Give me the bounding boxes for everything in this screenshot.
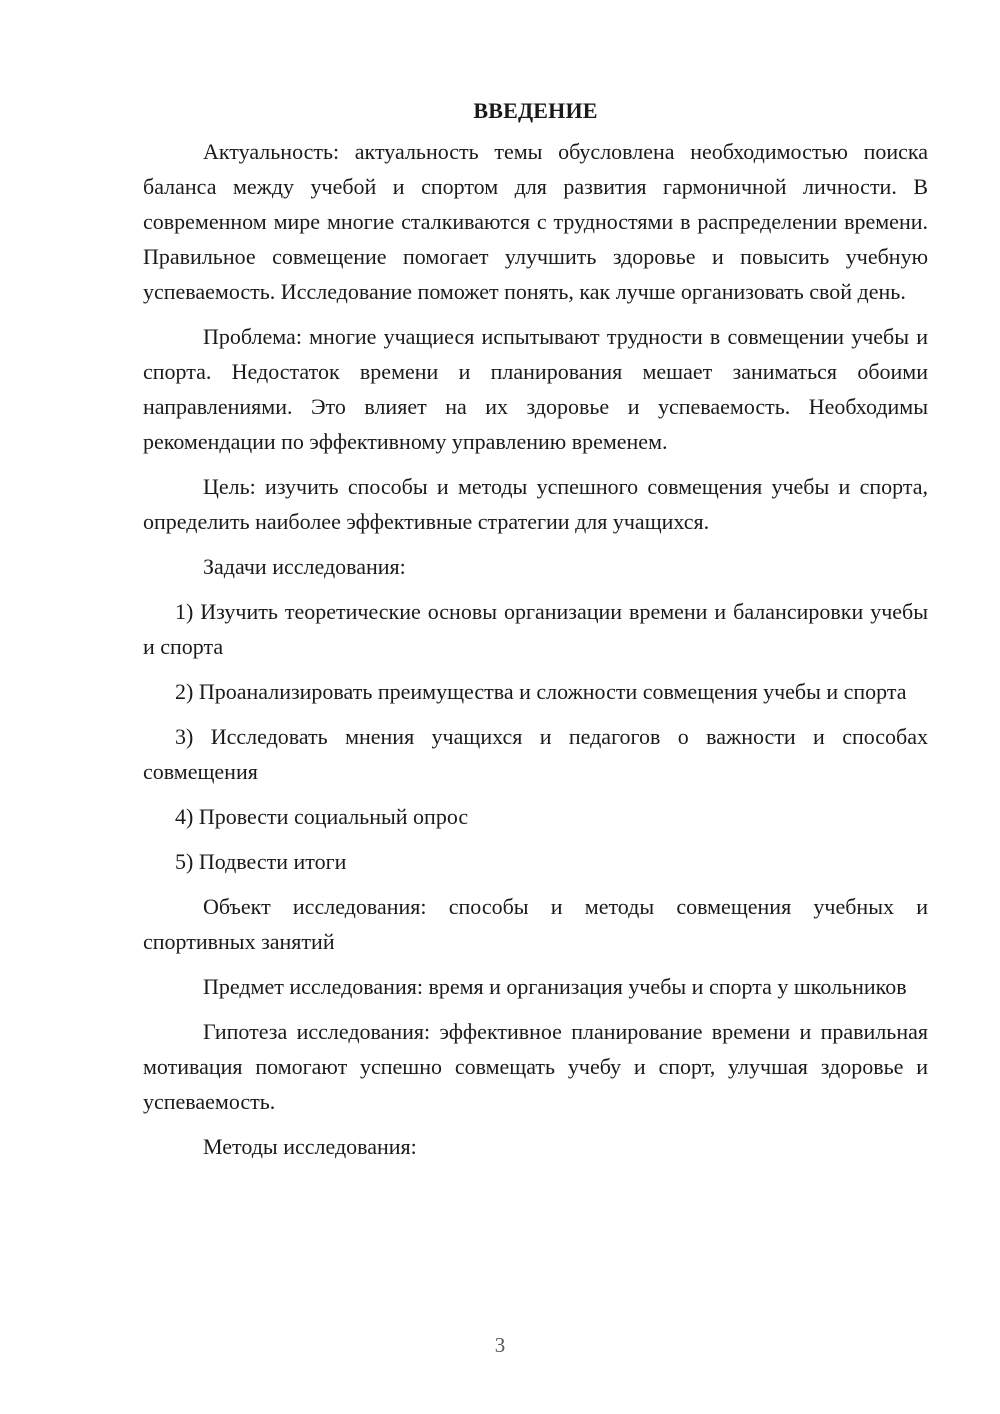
- goal-paragraph: Цель: изучить способы и методы успешного совмещения учебы и спорта, определить наиболее эффективные стратегии для учащихся.: [143, 474, 928, 534]
- relevance-paragraph: Актуальность: актуальность темы обусловлена необходимостью поиска баланса между учебой и спортом для развития гармоничной личности. В современном мире многие сталкиваются с трудностями в распределении времени. Правильное совмещение помогает улучшить здоровье и повысить учебную успеваемость. Исследование поможет понять, как лучше организовать свой день.: [143, 139, 928, 304]
- problem-paragraph: Проблема: многие учащиеся испытывают трудности в совмещении учебы и спорта. Недостаток времени и планирования мешает заниматься обоими направлениями. Это влияет на их здоровье и успеваемость. Необходимы рекомендации по эффективному управлению временем.: [143, 324, 928, 454]
- object-paragraph: Объект исследования: способы и методы совмещения учебных и спортивных занятий: [143, 894, 928, 954]
- task-item-4: 4) Провести социальный опрос: [175, 804, 469, 829]
- hypothesis-paragraph: Гипотеза исследования: эффективное планирование времени и правильная мотивация помогают успешно совмещать учебу и спорт, улучшая здоровье и успеваемость.: [143, 1019, 928, 1114]
- methods-heading: Методы исследования:: [203, 1134, 417, 1159]
- section-heading: ВВЕДЕНИЕ: [473, 98, 598, 123]
- task-item-5: 5) Подвести итоги: [175, 849, 347, 874]
- task-item-3: 3) Исследовать мнения учащихся и педагогов о важности и способах совмещения: [143, 724, 928, 784]
- page-content: [143, 94, 928, 1174]
- page-number: 3: [494, 1333, 506, 1357]
- task-item-2: 2) Проанализировать преимущества и сложности совмещения учебы и спорта: [175, 679, 907, 704]
- task-item-1: 1) Изучить теоретические основы организации времени и балансировки учебы и спорта: [143, 599, 928, 659]
- tasks-heading: Задачи исследования:: [203, 554, 406, 579]
- subject-paragraph: Предмет исследования: время и организация учебы и спорта у школьников: [203, 974, 907, 999]
